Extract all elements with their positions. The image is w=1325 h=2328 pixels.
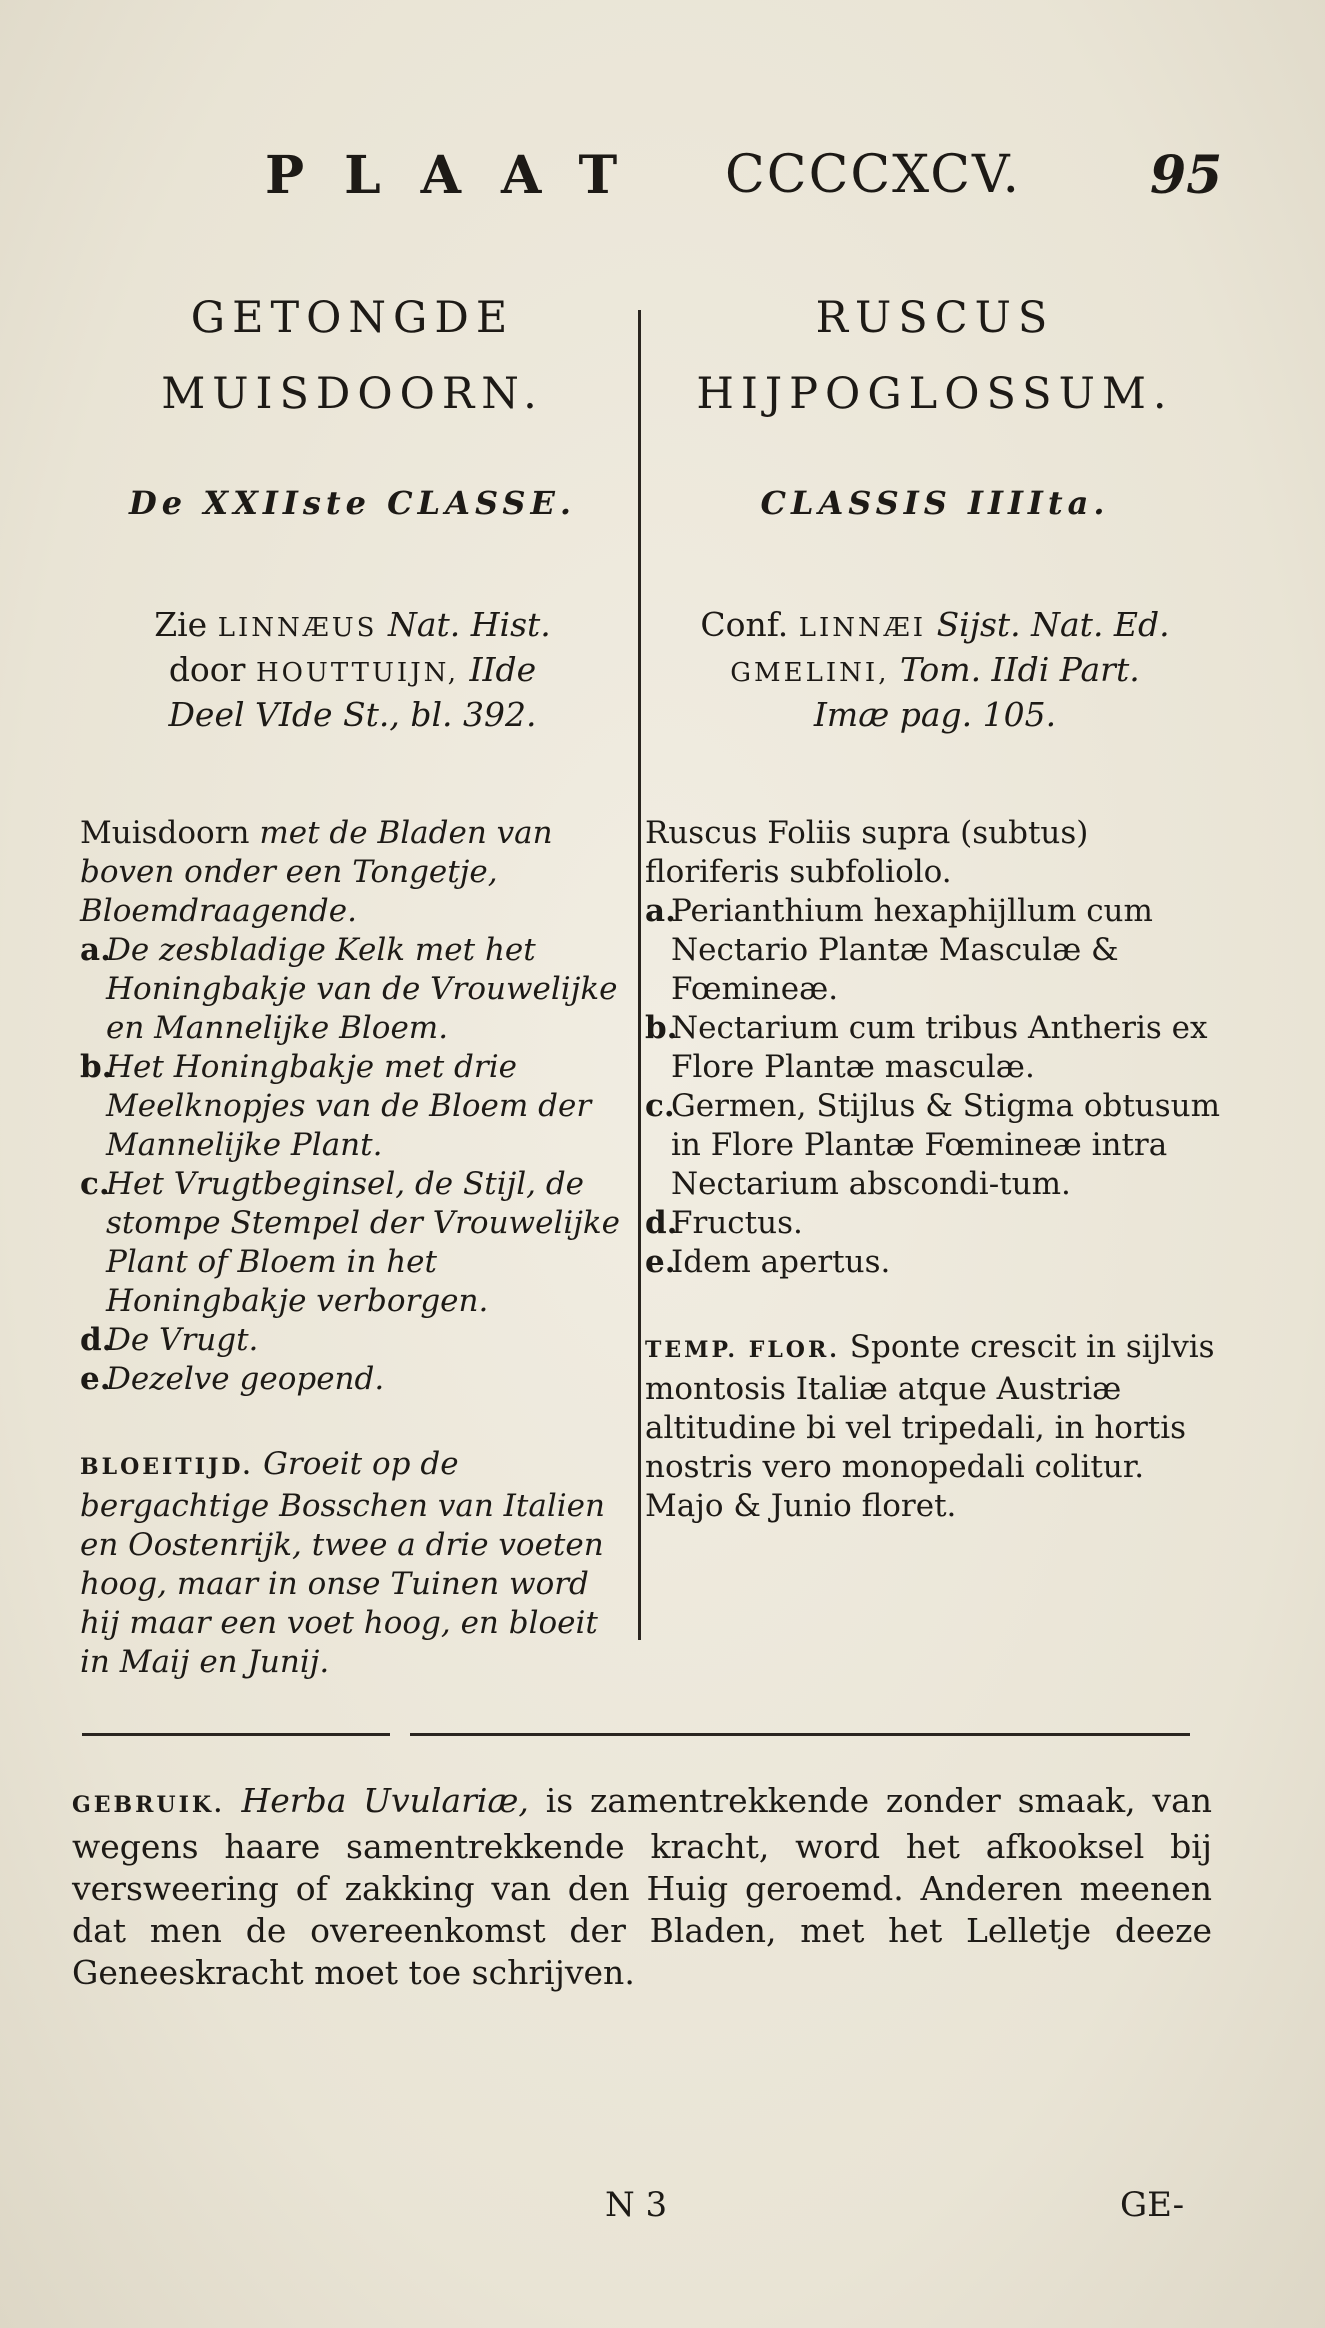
item-text: Het Honingbakje met drie Meelknopjes van de Bloem der Mannelijke Plant. bbox=[106, 1049, 592, 1163]
page-number: 95 bbox=[1150, 145, 1223, 206]
item-label: d. bbox=[645, 1205, 678, 1241]
catchword: GE- bbox=[1120, 2185, 1185, 2225]
latin-column bbox=[645, 280, 1225, 1526]
item-text: Perianthium hexaphijllum cum Nectario Plantæ Masculæ & Fœmineæ. bbox=[671, 893, 1153, 1007]
latin-title-line-2: HIJPOGLOSSUM. bbox=[696, 369, 1174, 419]
usage-paragraph bbox=[72, 1780, 1212, 1994]
dutch-title-line-2: MUISDOORN. bbox=[161, 369, 544, 419]
ref-work: Sijst. Nat. Ed. bbox=[926, 605, 1170, 644]
ref-page: Deel VIde St., bl. 392. bbox=[168, 695, 537, 734]
page-header bbox=[0, 145, 1325, 215]
item-text: De Vrugt. bbox=[106, 1322, 259, 1358]
latin-item bbox=[645, 1009, 1225, 1087]
item-label: a. bbox=[645, 893, 676, 929]
signature-mark: N 3 bbox=[605, 2185, 668, 2225]
plate-title: PLAAT bbox=[265, 145, 658, 206]
desc-head: Muisdoorn bbox=[80, 815, 250, 851]
ref-volume: IIde bbox=[458, 650, 537, 689]
flowering-text: Sponte crescit in sijlvis montosis Italiæ atque Austriæ altitudine bi vel tripedali, in hortis nostris vero monopedali colitur. Majo & Junio floret. bbox=[645, 1329, 1215, 1524]
item-text: Dezelve geopend. bbox=[106, 1361, 385, 1397]
item-text: Idem apertus. bbox=[671, 1244, 891, 1280]
dutch-column bbox=[80, 280, 625, 1682]
item-label: c. bbox=[80, 1166, 110, 1202]
ref-text: Zie bbox=[154, 605, 218, 644]
usage-herb: Herba Uvulariæ, bbox=[224, 1781, 529, 1820]
item-label: e. bbox=[645, 1244, 676, 1280]
usage-text: is zamentrekkende zonder smaak, van wegens haare samentrekkende kracht, word het afkooksel bij versweering of zakking van den Huig geroemd. Anderen meenen dat men de overeenkomst der Bladen, met het Lelletje deeze Geneeskracht moet toe schrijven. bbox=[72, 1781, 1212, 1992]
ref-author: LINNÆI bbox=[798, 613, 927, 643]
latin-item bbox=[645, 1204, 1225, 1243]
flowering-label: BLOEITIJD. bbox=[80, 1454, 254, 1480]
item-text: De zesbladige Kelk met het Honingbakje van de Vrouwelijke en Mannelijke Bloem. bbox=[106, 932, 618, 1046]
item-label: b. bbox=[645, 1010, 678, 1046]
item-text: Germen, Stijlus & Stigma obtusum in Flore Plantæ Fœmineæ intra Nectarium abscondi-tum. bbox=[671, 1088, 1221, 1202]
ref-text: Conf. bbox=[700, 605, 799, 644]
dutch-class: De XXIIste CLASSE. bbox=[129, 484, 576, 522]
latin-class: CLASSIS IIIIta. bbox=[760, 484, 1110, 522]
dutch-item bbox=[80, 1360, 625, 1399]
desc-text: met de Bladen van boven onder een Tongetje, Bloemdraagende. bbox=[80, 815, 553, 929]
latin-reference bbox=[645, 604, 1225, 764]
item-label: b. bbox=[80, 1049, 113, 1085]
dutch-item bbox=[80, 1321, 625, 1360]
latin-title-line-1: RUSCUS bbox=[815, 293, 1055, 343]
dutch-item bbox=[80, 1048, 625, 1165]
dutch-description bbox=[80, 814, 625, 931]
usage-label: GEBRUIK. bbox=[72, 1792, 225, 1818]
item-text: Het Vrugtbeginsel, de Stijl, de stompe Stempel der Vrouwelijke Plant of Bloem in het Honingbakje verborgen. bbox=[106, 1166, 621, 1319]
latin-description: Ruscus Foliis supra (subtus) floriferis subfoliolo. bbox=[645, 815, 1089, 890]
ref-author: HOUTTUIJN, bbox=[255, 658, 459, 688]
item-text: Nectarium cum tribus Antheris ex Flore Plantæ masculæ. bbox=[671, 1010, 1208, 1085]
dutch-reference bbox=[80, 604, 625, 764]
plate-number: CCCCXCV. bbox=[725, 145, 1022, 205]
item-label: a. bbox=[80, 932, 111, 968]
dutch-flowering bbox=[80, 1445, 625, 1682]
dutch-item bbox=[80, 1165, 625, 1321]
latin-item bbox=[645, 892, 1225, 1009]
ref-author: LINNÆUS bbox=[217, 613, 378, 643]
section-rule-left bbox=[82, 1733, 390, 1736]
dutch-title-line-1: GETONGDE bbox=[190, 293, 515, 343]
flowering-text: Groeit op de bergachtige Bosschen van Italien en Oostenrijk, twee a drie voeten hoog, maar in onse Tuinen word hij maar een voet hoog, en bloeit in Maij en Junij. bbox=[80, 1446, 605, 1680]
item-label: c. bbox=[645, 1088, 675, 1124]
column-divider bbox=[638, 310, 641, 1640]
latin-flowering bbox=[645, 1328, 1225, 1526]
ref-author: GMELINI, bbox=[730, 658, 890, 688]
item-text: Fructus. bbox=[671, 1205, 803, 1241]
latin-item bbox=[645, 1087, 1225, 1204]
ref-page: Imæ pag. 105. bbox=[813, 695, 1057, 734]
ref-volume: Tom. IIdi Part. bbox=[889, 650, 1140, 689]
flowering-label: TEMP. FLOR. bbox=[645, 1337, 840, 1363]
section-rule-right bbox=[410, 1733, 1190, 1736]
dutch-item bbox=[80, 931, 625, 1048]
latin-item bbox=[645, 1243, 1225, 1282]
ref-text: door bbox=[168, 650, 256, 689]
ref-work: Nat. Hist. bbox=[377, 605, 551, 644]
item-label: d. bbox=[80, 1322, 113, 1358]
item-label: e. bbox=[80, 1361, 111, 1397]
